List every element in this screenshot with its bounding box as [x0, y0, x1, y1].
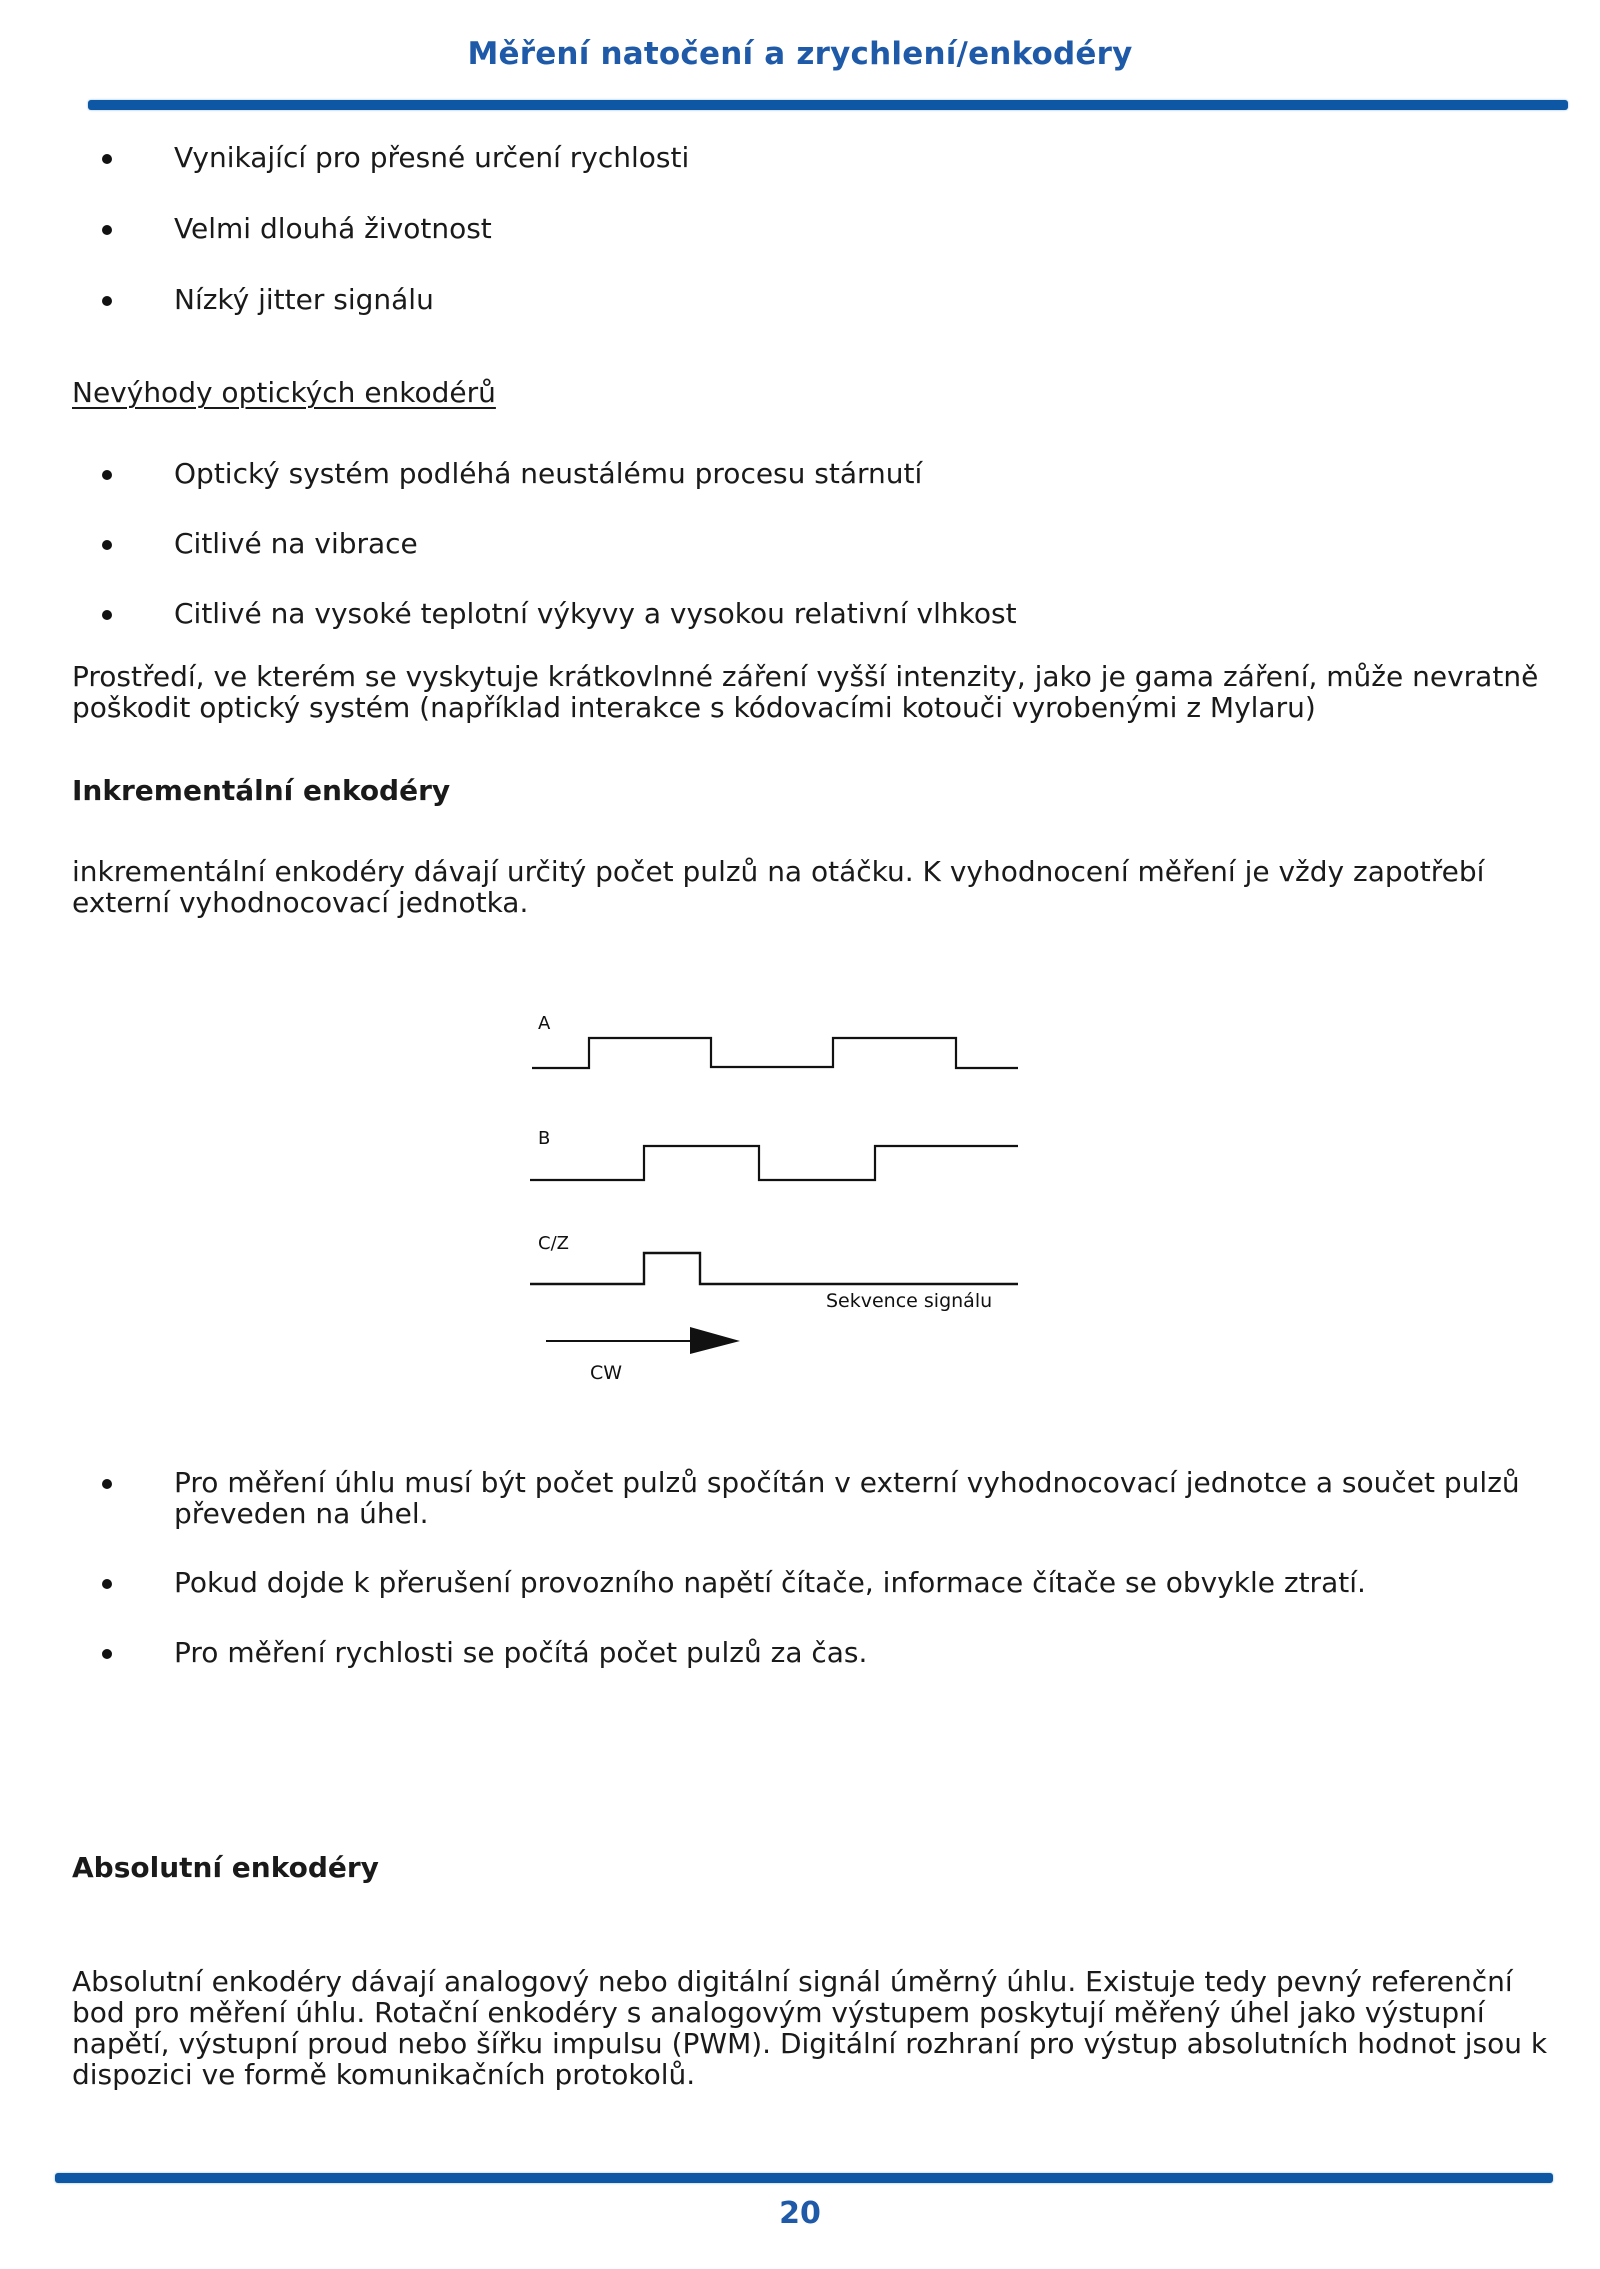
sequence-label: Sekvence signálu: [826, 1290, 993, 1312]
arrow-right-icon: [690, 1327, 740, 1354]
bullet-icon: [102, 296, 112, 306]
bullet-icon: [102, 610, 112, 620]
section-heading-disadvantages: Nevýhody optických enkodérů: [72, 376, 496, 409]
bullet-icon: [102, 540, 112, 550]
list-item-text: Vynikající pro přesné určení rychlosti: [174, 141, 690, 174]
list-item-text: Citlivé na vysoké teplotní výkyvy a vysokou relativní vlhkost: [174, 597, 1017, 630]
list-item-text: Pokud dojde k přerušení provozního napětí čítače, informace čítače se obvykle ztratí.: [174, 1566, 1366, 1599]
bullet-icon: [102, 470, 112, 480]
footer-divider: [55, 2173, 1553, 2183]
list-item-text: Pro měření úhlu musí být počet pulzů spočítán v externí vyhodnocovací jednotce a součet pulzů převeden na úhel.: [174, 1466, 1520, 1530]
signal-waveform-cz: [530, 1253, 1018, 1284]
list-item-text: Nízký jitter signálu: [174, 283, 434, 316]
disadvantages-note: Prostředí, ve kterém se vyskytuje krátkovlnné záření vyšší intenzity, jako je gama záření, může nevratně poškodit optický systém (například interakce s kódovacími kotouči vyrobenými z Mylaru): [72, 660, 1539, 724]
absolute-paragraph: Absolutní enkodéry dávají analogový nebo digitální signál úměrný úhlu. Existuje tedy pevný referenční bod pro měření úhlu. Rotační enkodéry s analogovým výstupem poskytují měřený úhel jako výstupní napětí, výstupní proud nebo šířku impulsu (PWM). Digitální rozhraní pro výstup absolutních hodnot jsou k dispozici ve formě komunikačních protokolů.: [72, 1965, 1548, 2091]
cw-label: CW: [590, 1362, 623, 1384]
bullet-icon: [102, 225, 112, 235]
section-heading-absolute: Absolutní enkodéry: [72, 1851, 379, 1884]
list-item-text: Citlivé na vibrace: [174, 527, 418, 560]
list-item-text: Pro měření rychlosti se počítá počet pulzů za čas.: [174, 1636, 868, 1669]
bullet-icon: [102, 154, 112, 164]
signal-label-cz: C/Z: [538, 1233, 569, 1254]
signal-waveform-a: [532, 1038, 1018, 1068]
bullet-icon: [102, 1479, 112, 1489]
list-item-text: Optický systém podléhá neustálému procesu stárnutí: [174, 457, 923, 490]
bullet-icon: [102, 1579, 112, 1589]
page-header-title: Měření natočení a zrychlení/enkodéry: [467, 36, 1133, 72]
incremental-intro: inkrementální enkodéry dávají určitý počet pulzů na otáčku. K vyhodnocení měření je vždy zapotřebí externí vyhodnocovací jednotka.: [72, 855, 1485, 919]
header-divider: [88, 100, 1568, 110]
signal-label-a: A: [538, 1013, 551, 1034]
list-item-text: Velmi dlouhá životnost: [174, 212, 492, 245]
section-heading-incremental: Inkrementální enkodéry: [72, 774, 451, 807]
page-number: 20: [779, 2196, 821, 2231]
bullet-icon: [102, 1649, 112, 1659]
signal-waveform-b: [530, 1146, 1018, 1180]
signal-label-b: B: [538, 1128, 551, 1149]
